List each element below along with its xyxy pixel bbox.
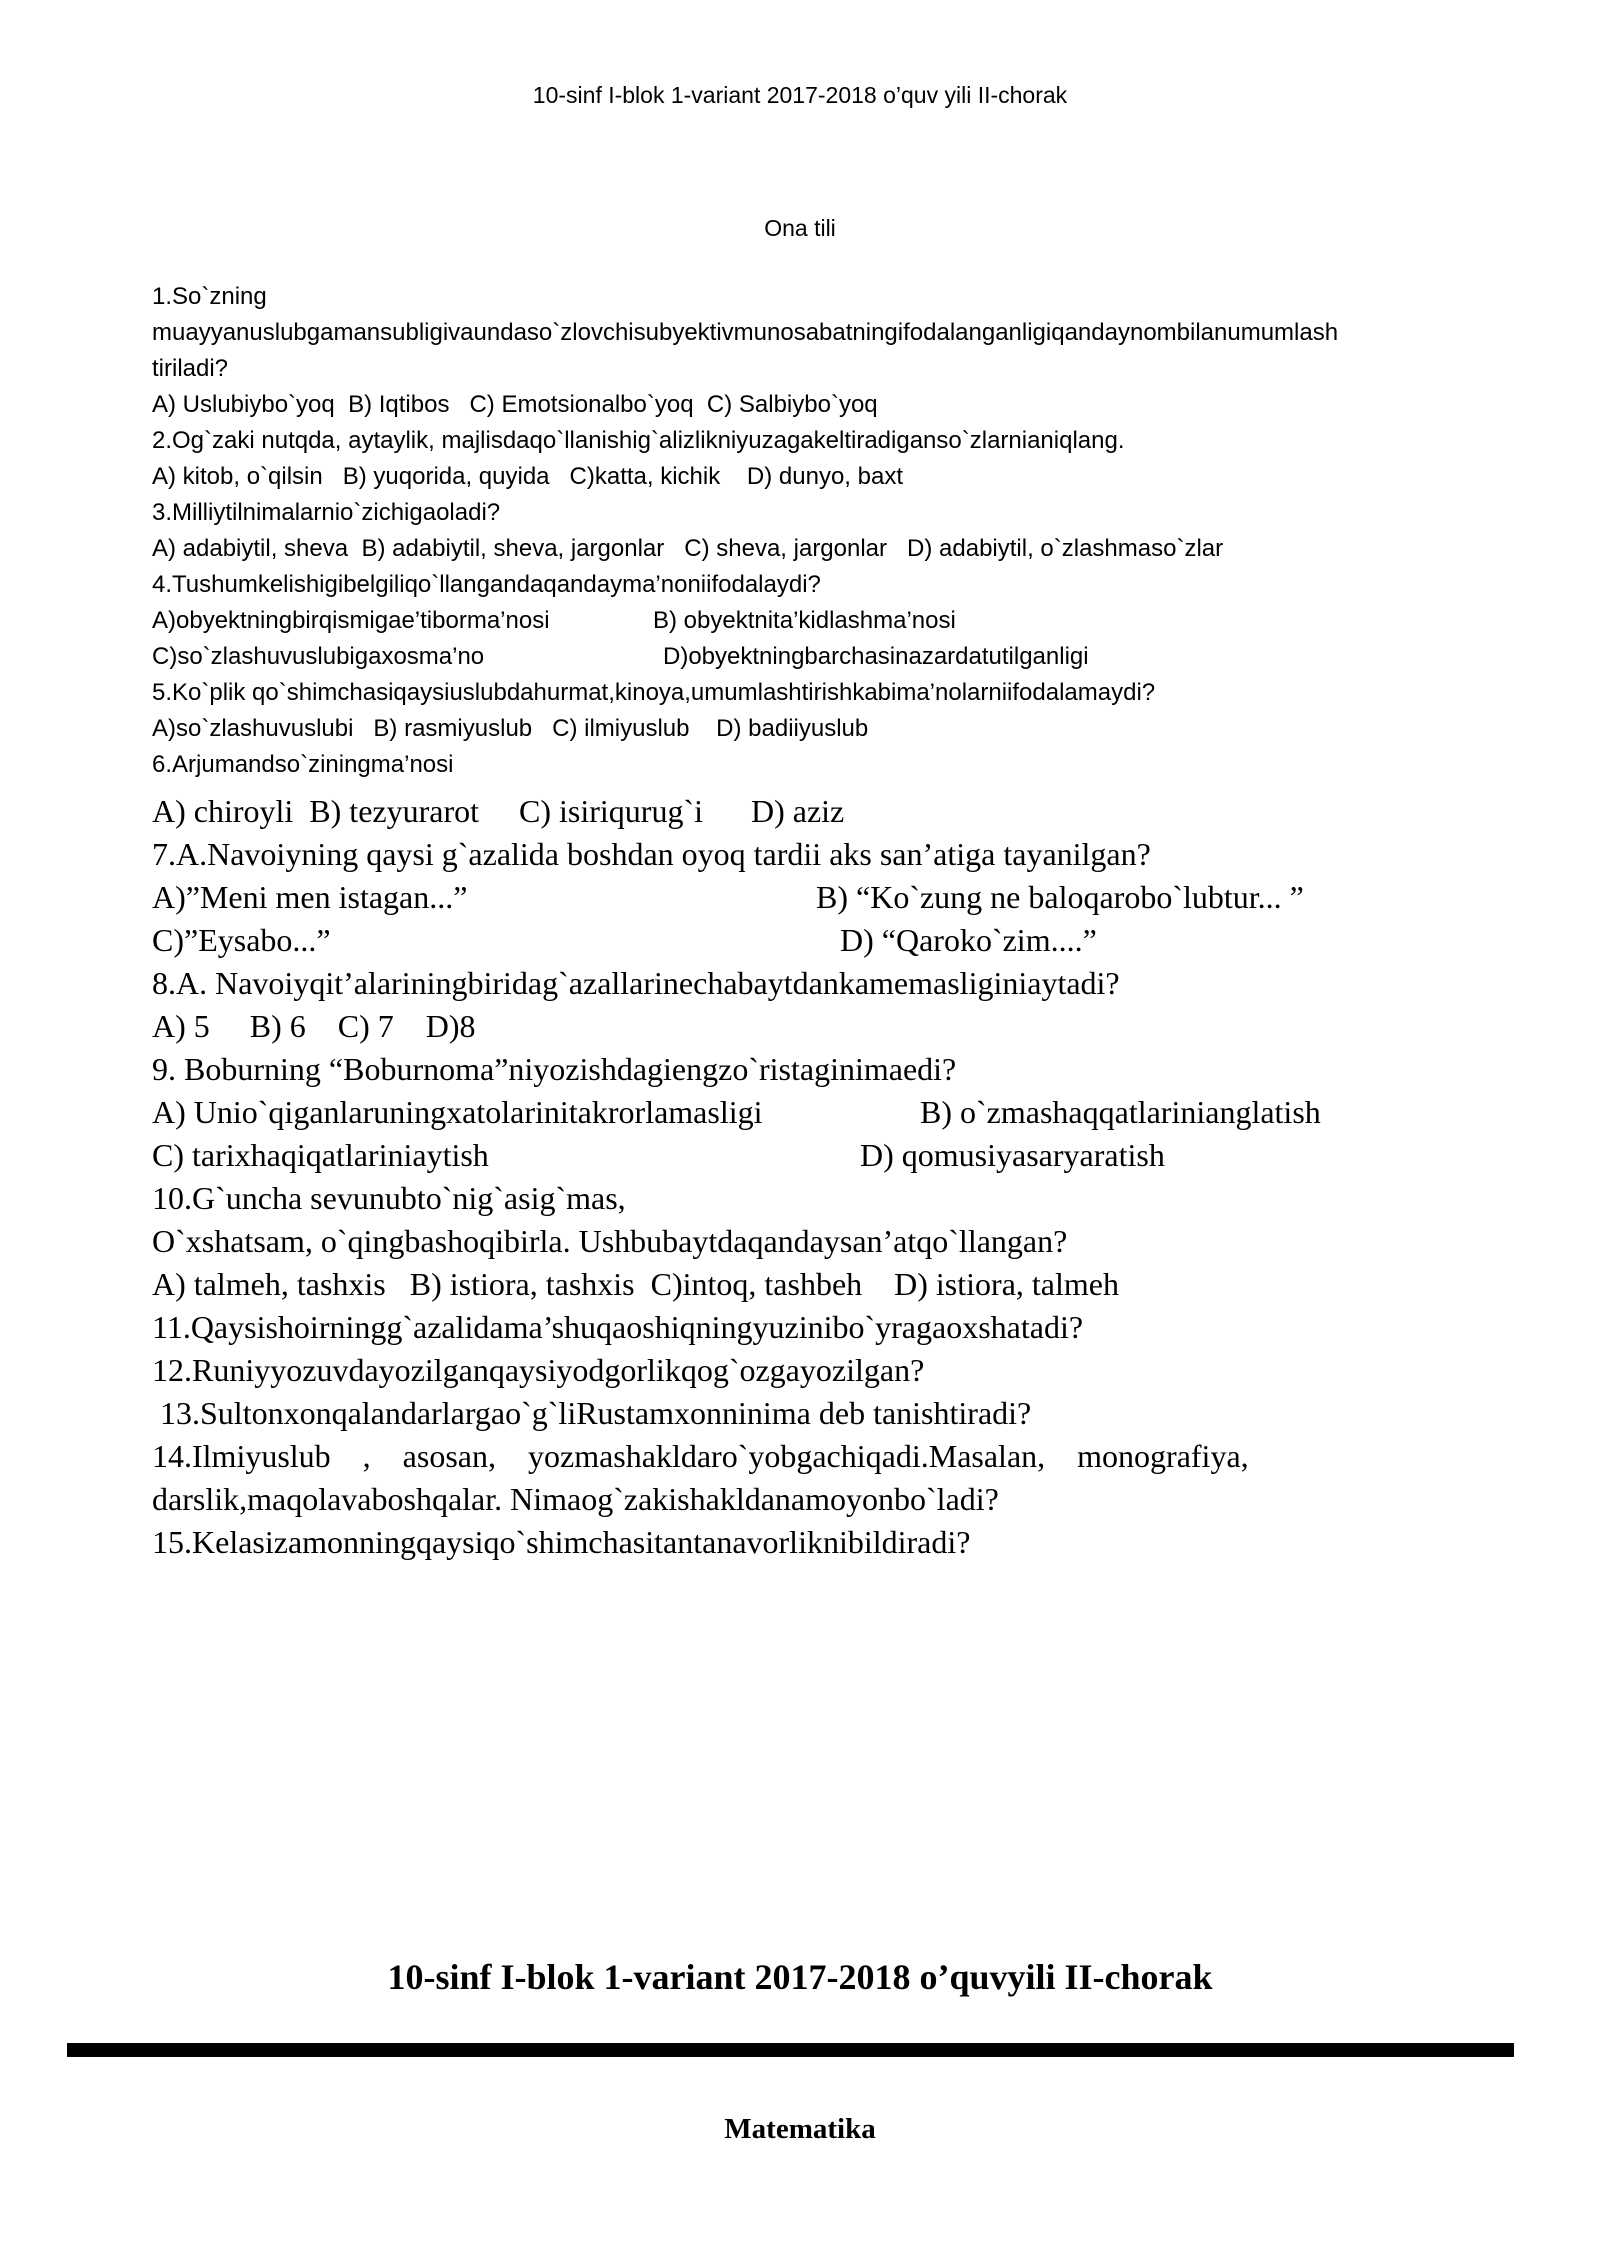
question-line: 12.Runiyyozuvdayozilganqaysiyodgorlikqog`ozgayozilgan? — [152, 1352, 925, 1388]
next-section-title: 10-sinf I-blok 1-variant 2017-2018 o’quvyili II-chorak — [387, 1957, 1213, 1997]
answer-option-right: B) obyektnita’kidlashma’nosi — [653, 607, 956, 634]
question-line: 14.Ilmiyuslub , asosan, yozmashakldaro`yobgachiqadi.Masalan, monografiya, — [152, 1438, 1249, 1474]
question-line: 3.Milliytilnimalarnio`zichigaoladi? — [152, 499, 501, 526]
ona-tili-questions-block-serif — [152, 790, 1532, 1564]
answer-option-right: D)obyektningbarchasinazardatutilganligi — [663, 643, 1089, 670]
question-line: 13.Sultonxonqalandarlargao`g`liRustamxonninima deb tanishtiradi? — [152, 1395, 1032, 1431]
question-line: 2.Og`zaki nutqda, aytaylik, majlisdaqo`llanishig`alizlikniyuzagakeltiradiganso`zlarnianiqlang. — [152, 427, 1125, 454]
question-line: A) talmeh, tashxis B) istiora, tashxis C)intoq, tashbeh D) istiora, talmeh — [152, 1266, 1119, 1302]
answer-option-right: B) o`zmashaqqatlarinianglatish — [920, 1094, 1321, 1130]
question-line: 9. Boburning “Boburnoma”niyozishdagiengzo`ristaginimaedi? — [152, 1051, 957, 1087]
question-line: 8.A. Navoiyqit’alariningbiridag`azallarinechabaytdankamemasliginiaytadi? — [152, 965, 1120, 1001]
question-line: muayyanuslubgamansubligivaundaso`zlovchisubyektivmunosabatningifodalanganligiqandaynombilanumumlash — [152, 319, 1339, 346]
page-header-title: 10-sinf I-blok 1-variant 2017-2018 o’quv yili II-chorak — [532, 82, 1068, 108]
question-line: 10.G`uncha sevunubto`nig`asig`mas, — [152, 1180, 626, 1216]
question-line: 7.A.Navoiyning qaysi g`azalida boshdan oyoq tardii aks san’atiga tayanilgan? — [152, 836, 1151, 872]
question-line: 5.Ko`plik qo`shimchasiqaysiuslubdahurmat,kinoya,umumlashtirishkabima’nolarniifodalamaydi? — [152, 679, 1156, 706]
answer-option-left: C)”Eysabo...” — [152, 922, 331, 958]
answer-option-right: D) “Qaroko`zim....” — [840, 922, 1097, 958]
answer-option-right: D) qomusiyasaryaratish — [860, 1137, 1165, 1173]
answer-option-left: C)so`zlashuvuslubigaxosma’no — [152, 643, 485, 670]
question-line: 1.So`zning — [152, 283, 267, 310]
question-line — [152, 876, 1532, 919]
answer-option-right: B) “Ko`zung ne baloqarobo`lubtur... ” — [816, 879, 1304, 915]
question-line: A) 5 B) 6 C) 7 D)8 — [152, 1008, 476, 1044]
section-divider — [67, 2043, 1514, 2057]
answer-option-left: A)obyektningbirqismigae’tiborma’nosi — [152, 607, 550, 634]
question-line — [152, 919, 1532, 962]
question-line — [152, 603, 1532, 639]
question-line: 4.Tushumkelishigibelgiliqo`llangandaqandayma’noniifodalaydi? — [152, 571, 821, 598]
question-line: O`xshatsam, o`qingbashoqibirla. Ushbubaytdaqandaysan’atqo`llangan? — [152, 1223, 1068, 1259]
question-line: 6.Arjumandso`ziningma’nosi — [152, 751, 454, 778]
question-line: A) kitob, o`qilsin B) yuqorida, quyida C)katta, kichik D) dunyo, baxt — [152, 463, 903, 490]
answer-option-left: C) tarixhaqiqatlariniaytish — [152, 1137, 489, 1173]
question-line — [152, 639, 1532, 675]
question-line — [152, 1091, 1532, 1134]
question-line — [152, 1134, 1532, 1177]
question-line: A) chiroyli B) tezyurarot C) isiriqurug`i D) aziz — [152, 793, 845, 829]
answer-option-left: A) Unio`qiganlaruningxatolarinitakrorlamasligi — [152, 1094, 763, 1130]
ona-tili-questions-block-sans — [152, 279, 1532, 783]
question-line: A)so`zlashuvuslubi B) rasmiyuslub C) ilmiyuslub D) badiiyuslub — [152, 715, 869, 742]
question-line: 15.Kelasizamonningqaysiqo`shimchasitantanavorliknibildiradi? — [152, 1524, 971, 1560]
question-line: darslik,maqolavaboshqalar. Nimaog`zakishakldanamoyonbo`ladi? — [152, 1481, 999, 1517]
question-line: 11.Qaysishoirningg`azalidama’shuqaoshiqningyuzinibo`yragaoxshatadi? — [152, 1309, 1084, 1345]
question-line: A) adabiytil, sheva B) adabiytil, sheva, jargonlar C) sheva, jargonlar D) adabiytil, o`zlashmaso`zlar — [152, 535, 1224, 562]
question-line: A) Uslubiybo`yoq B) Iqtibos C) Emotsionalbo`yoq C) Salbiybo`yoq — [152, 391, 878, 418]
subject-title-matematika: Matematika — [724, 2113, 876, 2145]
question-line: tiriladi? — [152, 355, 229, 382]
section-title-ona-tili: Ona tili — [764, 215, 836, 241]
answer-option-left: A)”Meni men istagan...” — [152, 879, 468, 915]
